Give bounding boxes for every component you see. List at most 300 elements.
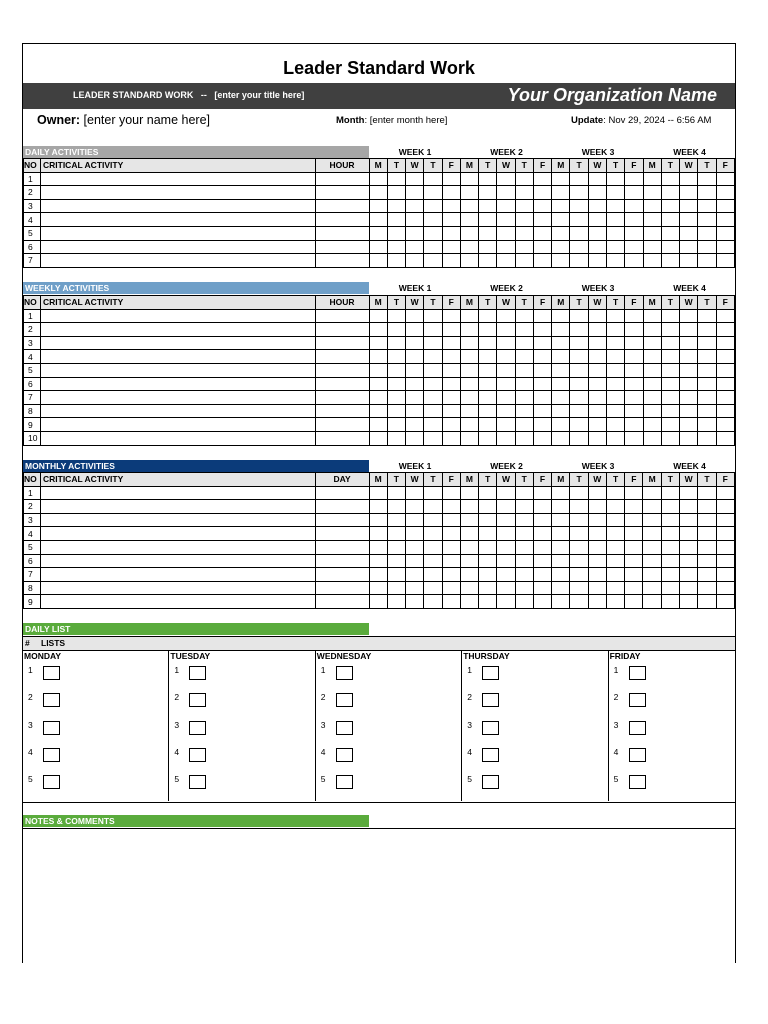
check-cell[interactable] — [533, 540, 551, 554]
check-cell[interactable] — [387, 568, 405, 582]
check-cell[interactable] — [497, 391, 515, 405]
organization-name[interactable]: Your Organization Name — [507, 85, 717, 105]
check-cell[interactable] — [588, 172, 606, 186]
check-cell[interactable] — [533, 336, 551, 350]
check-cell[interactable] — [460, 431, 478, 445]
check-cell[interactable] — [479, 418, 497, 432]
checkbox[interactable] — [336, 693, 353, 707]
check-cell[interactable] — [625, 581, 643, 595]
check-cell[interactable] — [406, 226, 424, 240]
check-cell[interactable] — [406, 513, 424, 527]
checkbox[interactable] — [629, 693, 646, 707]
check-cell[interactable] — [460, 199, 478, 213]
time-cell[interactable] — [315, 186, 369, 200]
check-cell[interactable] — [661, 240, 679, 254]
check-cell[interactable] — [552, 336, 570, 350]
check-cell[interactable] — [424, 540, 442, 554]
check-cell[interactable] — [606, 363, 624, 377]
check-cell[interactable] — [369, 226, 387, 240]
check-cell[interactable] — [442, 404, 460, 418]
activity-cell[interactable] — [40, 377, 315, 391]
check-cell[interactable] — [698, 350, 716, 364]
check-cell[interactable] — [479, 595, 497, 609]
check-cell[interactable] — [698, 254, 716, 268]
check-cell[interactable] — [570, 350, 588, 364]
check-cell[interactable] — [497, 513, 515, 527]
check-cell[interactable] — [661, 323, 679, 337]
check-cell[interactable] — [369, 581, 387, 595]
check-cell[interactable] — [424, 554, 442, 568]
check-cell[interactable] — [533, 199, 551, 213]
check-cell[interactable] — [680, 240, 698, 254]
check-cell[interactable] — [661, 486, 679, 500]
check-cell[interactable] — [661, 595, 679, 609]
check-cell[interactable] — [533, 418, 551, 432]
check-cell[interactable] — [479, 363, 497, 377]
check-cell[interactable] — [588, 418, 606, 432]
check-cell[interactable] — [424, 309, 442, 323]
check-cell[interactable] — [680, 336, 698, 350]
check-cell[interactable] — [698, 226, 716, 240]
check-cell[interactable] — [442, 486, 460, 500]
check-cell[interactable] — [497, 418, 515, 432]
check-cell[interactable] — [406, 254, 424, 268]
check-cell[interactable] — [606, 500, 624, 514]
checkbox[interactable] — [189, 666, 206, 680]
check-cell[interactable] — [442, 500, 460, 514]
check-cell[interactable] — [479, 350, 497, 364]
check-cell[interactable] — [606, 391, 624, 405]
check-cell[interactable] — [698, 186, 716, 200]
check-cell[interactable] — [442, 336, 460, 350]
check-cell[interactable] — [716, 431, 734, 445]
check-cell[interactable] — [515, 336, 533, 350]
check-cell[interactable] — [424, 377, 442, 391]
check-cell[interactable] — [698, 377, 716, 391]
check-cell[interactable] — [588, 404, 606, 418]
check-cell[interactable] — [552, 240, 570, 254]
check-cell[interactable] — [643, 581, 661, 595]
check-cell[interactable] — [661, 404, 679, 418]
check-cell[interactable] — [680, 581, 698, 595]
check-cell[interactable] — [606, 377, 624, 391]
check-cell[interactable] — [606, 323, 624, 337]
check-cell[interactable] — [570, 431, 588, 445]
check-cell[interactable] — [643, 527, 661, 541]
check-cell[interactable] — [606, 240, 624, 254]
check-cell[interactable] — [716, 391, 734, 405]
check-cell[interactable] — [369, 486, 387, 500]
check-cell[interactable] — [625, 527, 643, 541]
check-cell[interactable] — [460, 513, 478, 527]
check-cell[interactable] — [515, 404, 533, 418]
checkbox[interactable] — [336, 666, 353, 680]
checkbox[interactable] — [336, 748, 353, 762]
check-cell[interactable] — [460, 568, 478, 582]
check-cell[interactable] — [606, 213, 624, 227]
check-cell[interactable] — [369, 540, 387, 554]
check-cell[interactable] — [369, 418, 387, 432]
check-cell[interactable] — [479, 254, 497, 268]
activity-cell[interactable] — [40, 418, 315, 432]
check-cell[interactable] — [661, 377, 679, 391]
check-cell[interactable] — [680, 554, 698, 568]
check-cell[interactable] — [442, 431, 460, 445]
check-cell[interactable] — [515, 377, 533, 391]
check-cell[interactable] — [716, 595, 734, 609]
check-cell[interactable] — [387, 377, 405, 391]
check-cell[interactable] — [716, 226, 734, 240]
check-cell[interactable] — [406, 554, 424, 568]
check-cell[interactable] — [661, 309, 679, 323]
time-cell[interactable] — [315, 391, 369, 405]
check-cell[interactable] — [424, 595, 442, 609]
check-cell[interactable] — [479, 431, 497, 445]
check-cell[interactable] — [570, 500, 588, 514]
check-cell[interactable] — [424, 363, 442, 377]
check-cell[interactable] — [533, 226, 551, 240]
check-cell[interactable] — [442, 418, 460, 432]
check-cell[interactable] — [588, 186, 606, 200]
time-cell[interactable] — [315, 254, 369, 268]
check-cell[interactable] — [606, 486, 624, 500]
check-cell[interactable] — [698, 513, 716, 527]
check-cell[interactable] — [442, 540, 460, 554]
check-cell[interactable] — [625, 172, 643, 186]
check-cell[interactable] — [680, 172, 698, 186]
check-cell[interactable] — [552, 254, 570, 268]
time-cell[interactable] — [315, 309, 369, 323]
check-cell[interactable] — [552, 527, 570, 541]
time-cell[interactable] — [315, 240, 369, 254]
check-cell[interactable] — [716, 186, 734, 200]
time-cell[interactable] — [315, 527, 369, 541]
check-cell[interactable] — [515, 568, 533, 582]
check-cell[interactable] — [533, 581, 551, 595]
check-cell[interactable] — [552, 172, 570, 186]
check-cell[interactable] — [606, 186, 624, 200]
check-cell[interactable] — [460, 404, 478, 418]
check-cell[interactable] — [680, 404, 698, 418]
check-cell[interactable] — [442, 240, 460, 254]
activity-cell[interactable] — [40, 513, 315, 527]
check-cell[interactable] — [588, 240, 606, 254]
check-cell[interactable] — [497, 486, 515, 500]
check-cell[interactable] — [424, 199, 442, 213]
owner-value[interactable]: [enter your name here] — [83, 113, 211, 127]
check-cell[interactable] — [424, 323, 442, 337]
check-cell[interactable] — [387, 323, 405, 337]
check-cell[interactable] — [497, 404, 515, 418]
check-cell[interactable] — [643, 199, 661, 213]
checkbox[interactable] — [189, 748, 206, 762]
check-cell[interactable] — [570, 323, 588, 337]
check-cell[interactable] — [698, 500, 716, 514]
check-cell[interactable] — [625, 240, 643, 254]
checkbox[interactable] — [482, 666, 499, 680]
time-cell[interactable] — [315, 213, 369, 227]
check-cell[interactable] — [515, 431, 533, 445]
check-cell[interactable] — [698, 391, 716, 405]
check-cell[interactable] — [661, 418, 679, 432]
check-cell[interactable] — [716, 309, 734, 323]
check-cell[interactable] — [588, 486, 606, 500]
check-cell[interactable] — [406, 595, 424, 609]
check-cell[interactable] — [643, 172, 661, 186]
checkbox[interactable] — [189, 721, 206, 735]
check-cell[interactable] — [643, 418, 661, 432]
check-cell[interactable] — [570, 540, 588, 554]
check-cell[interactable] — [570, 486, 588, 500]
check-cell[interactable] — [643, 254, 661, 268]
check-cell[interactable] — [479, 186, 497, 200]
check-cell[interactable] — [588, 254, 606, 268]
check-cell[interactable] — [460, 336, 478, 350]
check-cell[interactable] — [424, 500, 442, 514]
activity-cell[interactable] — [40, 309, 315, 323]
check-cell[interactable] — [460, 172, 478, 186]
check-cell[interactable] — [515, 486, 533, 500]
check-cell[interactable] — [369, 513, 387, 527]
check-cell[interactable] — [533, 254, 551, 268]
time-cell[interactable] — [315, 581, 369, 595]
check-cell[interactable] — [406, 500, 424, 514]
check-cell[interactable] — [460, 309, 478, 323]
check-cell[interactable] — [680, 199, 698, 213]
activity-cell[interactable] — [40, 213, 315, 227]
check-cell[interactable] — [643, 391, 661, 405]
check-cell[interactable] — [552, 350, 570, 364]
check-cell[interactable] — [716, 172, 734, 186]
check-cell[interactable] — [570, 186, 588, 200]
check-cell[interactable] — [716, 323, 734, 337]
check-cell[interactable] — [698, 540, 716, 554]
check-cell[interactable] — [716, 527, 734, 541]
check-cell[interactable] — [570, 391, 588, 405]
check-cell[interactable] — [606, 568, 624, 582]
check-cell[interactable] — [424, 254, 442, 268]
checkbox[interactable] — [189, 775, 206, 789]
check-cell[interactable] — [570, 172, 588, 186]
check-cell[interactable] — [588, 323, 606, 337]
check-cell[interactable] — [424, 391, 442, 405]
check-cell[interactable] — [387, 404, 405, 418]
check-cell[interactable] — [460, 226, 478, 240]
check-cell[interactable] — [424, 527, 442, 541]
check-cell[interactable] — [643, 595, 661, 609]
check-cell[interactable] — [552, 554, 570, 568]
check-cell[interactable] — [552, 418, 570, 432]
check-cell[interactable] — [698, 309, 716, 323]
check-cell[interactable] — [588, 350, 606, 364]
check-cell[interactable] — [716, 568, 734, 582]
check-cell[interactable] — [570, 226, 588, 240]
checkbox[interactable] — [43, 721, 60, 735]
check-cell[interactable] — [460, 213, 478, 227]
check-cell[interactable] — [442, 199, 460, 213]
check-cell[interactable] — [460, 500, 478, 514]
check-cell[interactable] — [625, 486, 643, 500]
check-cell[interactable] — [497, 595, 515, 609]
check-cell[interactable] — [643, 323, 661, 337]
check-cell[interactable] — [680, 568, 698, 582]
check-cell[interactable] — [533, 513, 551, 527]
check-cell[interactable] — [387, 418, 405, 432]
check-cell[interactable] — [387, 527, 405, 541]
check-cell[interactable] — [588, 595, 606, 609]
check-cell[interactable] — [570, 336, 588, 350]
check-cell[interactable] — [552, 377, 570, 391]
check-cell[interactable] — [698, 404, 716, 418]
time-cell[interactable] — [315, 350, 369, 364]
check-cell[interactable] — [479, 568, 497, 582]
check-cell[interactable] — [424, 404, 442, 418]
check-cell[interactable] — [479, 226, 497, 240]
check-cell[interactable] — [625, 226, 643, 240]
check-cell[interactable] — [625, 254, 643, 268]
check-cell[interactable] — [497, 350, 515, 364]
check-cell[interactable] — [625, 391, 643, 405]
check-cell[interactable] — [442, 391, 460, 405]
check-cell[interactable] — [643, 350, 661, 364]
check-cell[interactable] — [479, 581, 497, 595]
activity-cell[interactable] — [40, 350, 315, 364]
check-cell[interactable] — [625, 500, 643, 514]
check-cell[interactable] — [515, 350, 533, 364]
check-cell[interactable] — [680, 363, 698, 377]
time-cell[interactable] — [315, 323, 369, 337]
activity-cell[interactable] — [40, 568, 315, 582]
check-cell[interactable] — [406, 540, 424, 554]
check-cell[interactable] — [442, 254, 460, 268]
check-cell[interactable] — [442, 186, 460, 200]
check-cell[interactable] — [406, 404, 424, 418]
check-cell[interactable] — [716, 213, 734, 227]
check-cell[interactable] — [406, 377, 424, 391]
check-cell[interactable] — [643, 404, 661, 418]
check-cell[interactable] — [680, 540, 698, 554]
time-cell[interactable] — [315, 336, 369, 350]
check-cell[interactable] — [643, 213, 661, 227]
check-cell[interactable] — [497, 431, 515, 445]
activity-cell[interactable] — [40, 500, 315, 514]
checkbox[interactable] — [482, 748, 499, 762]
check-cell[interactable] — [643, 309, 661, 323]
check-cell[interactable] — [406, 213, 424, 227]
check-cell[interactable] — [588, 527, 606, 541]
check-cell[interactable] — [661, 254, 679, 268]
check-cell[interactable] — [479, 323, 497, 337]
check-cell[interactable] — [661, 336, 679, 350]
check-cell[interactable] — [625, 213, 643, 227]
check-cell[interactable] — [406, 199, 424, 213]
check-cell[interactable] — [497, 186, 515, 200]
check-cell[interactable] — [533, 363, 551, 377]
check-cell[interactable] — [606, 254, 624, 268]
check-cell[interactable] — [643, 568, 661, 582]
check-cell[interactable] — [406, 581, 424, 595]
activity-cell[interactable] — [40, 323, 315, 337]
time-cell[interactable] — [315, 226, 369, 240]
check-cell[interactable] — [406, 568, 424, 582]
check-cell[interactable] — [698, 172, 716, 186]
check-cell[interactable] — [387, 554, 405, 568]
check-cell[interactable] — [570, 254, 588, 268]
check-cell[interactable] — [588, 513, 606, 527]
check-cell[interactable] — [515, 595, 533, 609]
check-cell[interactable] — [442, 350, 460, 364]
check-cell[interactable] — [716, 513, 734, 527]
check-cell[interactable] — [643, 554, 661, 568]
check-cell[interactable] — [588, 213, 606, 227]
check-cell[interactable] — [369, 323, 387, 337]
check-cell[interactable] — [497, 363, 515, 377]
check-cell[interactable] — [515, 186, 533, 200]
check-cell[interactable] — [442, 595, 460, 609]
check-cell[interactable] — [369, 431, 387, 445]
check-cell[interactable] — [479, 172, 497, 186]
check-cell[interactable] — [369, 199, 387, 213]
check-cell[interactable] — [698, 323, 716, 337]
check-cell[interactable] — [442, 554, 460, 568]
check-cell[interactable] — [387, 391, 405, 405]
check-cell[interactable] — [643, 431, 661, 445]
time-cell[interactable] — [315, 513, 369, 527]
check-cell[interactable] — [369, 186, 387, 200]
check-cell[interactable] — [680, 377, 698, 391]
activity-cell[interactable] — [40, 186, 315, 200]
check-cell[interactable] — [698, 554, 716, 568]
check-cell[interactable] — [643, 377, 661, 391]
check-cell[interactable] — [716, 418, 734, 432]
check-cell[interactable] — [497, 240, 515, 254]
check-cell[interactable] — [661, 172, 679, 186]
check-cell[interactable] — [406, 350, 424, 364]
check-cell[interactable] — [606, 513, 624, 527]
check-cell[interactable] — [460, 350, 478, 364]
check-cell[interactable] — [552, 500, 570, 514]
check-cell[interactable] — [661, 213, 679, 227]
check-cell[interactable] — [479, 554, 497, 568]
check-cell[interactable] — [570, 213, 588, 227]
check-cell[interactable] — [570, 581, 588, 595]
time-cell[interactable] — [315, 540, 369, 554]
check-cell[interactable] — [497, 377, 515, 391]
check-cell[interactable] — [497, 323, 515, 337]
check-cell[interactable] — [625, 418, 643, 432]
check-cell[interactable] — [570, 240, 588, 254]
check-cell[interactable] — [442, 527, 460, 541]
check-cell[interactable] — [588, 500, 606, 514]
check-cell[interactable] — [424, 350, 442, 364]
check-cell[interactable] — [661, 513, 679, 527]
notes-area[interactable] — [23, 828, 735, 959]
check-cell[interactable] — [588, 309, 606, 323]
check-cell[interactable] — [460, 418, 478, 432]
check-cell[interactable] — [606, 336, 624, 350]
check-cell[interactable] — [479, 240, 497, 254]
check-cell[interactable] — [533, 240, 551, 254]
check-cell[interactable] — [606, 540, 624, 554]
check-cell[interactable] — [369, 500, 387, 514]
check-cell[interactable] — [460, 527, 478, 541]
check-cell[interactable] — [497, 540, 515, 554]
check-cell[interactable] — [625, 595, 643, 609]
checkbox[interactable] — [189, 693, 206, 707]
activity-cell[interactable] — [40, 540, 315, 554]
check-cell[interactable] — [497, 309, 515, 323]
check-cell[interactable] — [387, 172, 405, 186]
